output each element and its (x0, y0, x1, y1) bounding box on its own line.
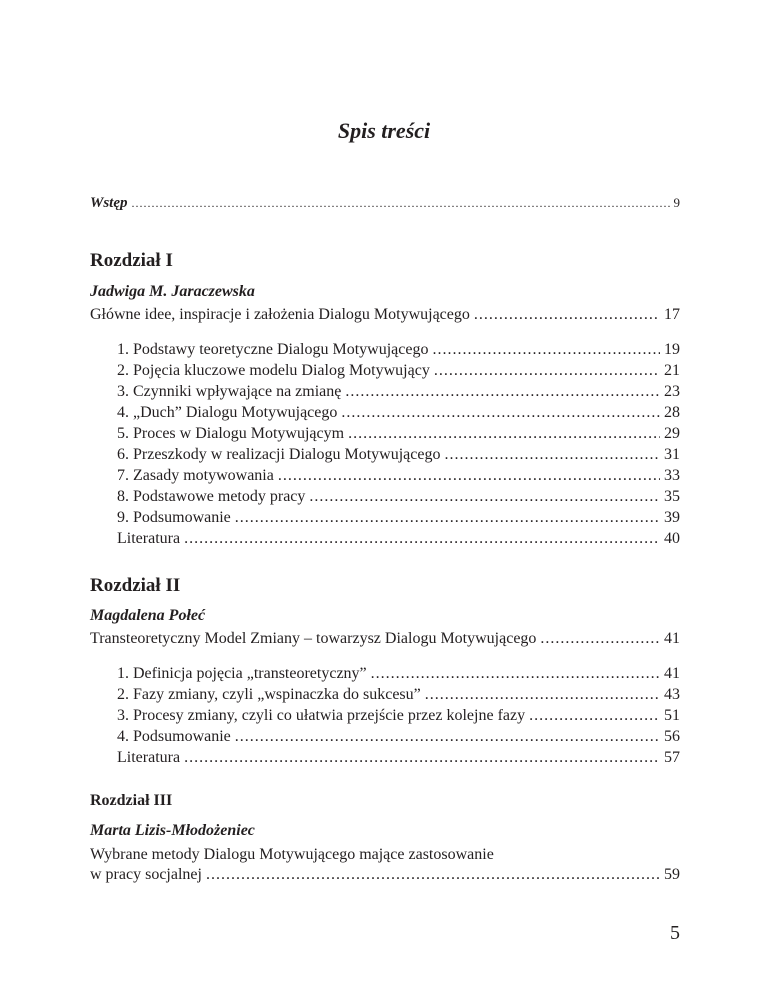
dot-leader (235, 727, 660, 747)
chapter-heading: Rozdział I (90, 250, 173, 271)
toc-entry-label: Transteoretyczny Model Zmiany – towarzysz Dialogu Motywującego (90, 630, 537, 647)
toc-entry[interactable] (117, 340, 680, 360)
toc-entry-page: 41 (664, 630, 680, 647)
dot-leader (444, 445, 660, 465)
chapter-heading: Rozdział III (90, 792, 173, 809)
chapter-author: Marta Lizis-Młodożeniec (90, 822, 255, 839)
dot-leader (184, 748, 660, 768)
toc-entry-label: Główne idee, inspiracje i założenia Dialogu Motywującego (90, 306, 470, 323)
toc-entry-page: 23 (664, 383, 680, 400)
toc-entry[interactable] (117, 466, 680, 486)
toc-entry-label: 3. Procesy zmiany, czyli co ułatwia przejście przez kolejne fazy (117, 707, 526, 724)
dot-leader (425, 685, 660, 705)
toc-entry[interactable] (117, 382, 680, 402)
toc-entry-label: 1. Definicja pojęcia „transteoretyczny” (117, 665, 367, 682)
toc-entry-label: 5. Proces w Dialogu Motywującym (117, 425, 345, 442)
toc-entry-label: 4. „Duch” Dialogu Motywującego (117, 404, 338, 421)
toc-entry-page: 51 (664, 707, 680, 724)
toc-entry-page: 9 (673, 195, 680, 210)
toc-entry-page: 43 (664, 686, 680, 703)
toc-entry-label: 1. Podstawy teoretyczne Dialogu Motywującego (117, 341, 429, 358)
toc-entry-page: 19 (664, 341, 680, 358)
dot-leader (309, 487, 660, 507)
toc-entry[interactable] (117, 508, 680, 528)
toc-entry-label: 4. Podsumowanie (117, 728, 231, 745)
toc-entry-label: 9. Podsumowanie (117, 509, 231, 526)
toc-entry[interactable] (117, 361, 680, 381)
toc-entry-label: 2. Pojęcia kluczowe modelu Dialog Motywujący (117, 362, 430, 379)
toc-entry-page: 33 (664, 467, 680, 484)
toc-entry-label: 6. Przeszkody w realizacji Dialogu Motywującego (117, 446, 441, 463)
page-number: 5 (670, 922, 680, 944)
dot-leader (432, 340, 660, 360)
chapter-heading: Rozdział II (90, 575, 181, 596)
toc-entry-chapter-title[interactable] (90, 865, 680, 885)
toc-entry-page: 41 (664, 665, 680, 682)
dot-leader (434, 361, 660, 381)
dot-leader (540, 629, 660, 649)
toc-entry[interactable] (117, 445, 680, 465)
toc-entry-page: 56 (664, 728, 680, 745)
dot-leader (474, 305, 660, 325)
toc-entry-intro[interactable] (90, 193, 680, 213)
dot-leader (132, 193, 670, 213)
dot-leader (341, 403, 660, 423)
toc-entry[interactable] (117, 685, 680, 705)
toc-entry-label: w pracy socjalnej (90, 866, 202, 883)
toc-entry-chapter-title[interactable] (90, 629, 680, 649)
toc-entry-label: 7. Zasady motywowania (117, 467, 274, 484)
toc-entry-chapter-title-line: Wybrane metody Dialogu Motywującego mające zastosowanie (90, 846, 494, 863)
toc-entry[interactable] (117, 403, 680, 423)
toc-entry-page: 29 (664, 425, 680, 442)
dot-leader (348, 424, 660, 444)
dot-leader (184, 529, 660, 549)
dot-leader (278, 466, 660, 486)
toc-entry-page: 28 (664, 404, 680, 421)
toc-entry-page: 39 (664, 509, 680, 526)
toc-entry-page: 57 (664, 749, 680, 766)
toc-entry-page: 40 (664, 530, 680, 547)
toc-entry[interactable] (117, 424, 680, 444)
toc-entry-page: 31 (664, 446, 680, 463)
chapter-author: Jadwiga M. Jaraczewska (90, 283, 255, 300)
toc-entry[interactable] (117, 664, 680, 684)
toc-entry-label: Literatura (117, 530, 181, 547)
chapter-author: Magdalena Połeć (90, 607, 206, 624)
dot-leader (206, 865, 660, 885)
toc-entry-label: Wstęp (90, 195, 128, 211)
toc-entry-label: Literatura (117, 749, 181, 766)
toc-entry-page: 17 (664, 306, 680, 323)
toc-entry[interactable] (117, 487, 680, 507)
toc-entry[interactable] (117, 748, 680, 768)
dot-leader (345, 382, 660, 402)
dot-leader (371, 664, 660, 684)
toc-entry-page: 59 (664, 866, 680, 883)
toc-entry-page: 35 (664, 488, 680, 505)
toc-entry[interactable] (117, 727, 680, 747)
page-title: Spis treści (337, 118, 431, 143)
toc-entry[interactable] (117, 706, 680, 726)
dot-leader (529, 706, 660, 726)
toc-entry[interactable] (117, 529, 680, 549)
toc-entry-page: 21 (664, 362, 680, 379)
toc-entry-label: 2. Fazy zmiany, czyli „wspinaczka do sukcesu” (117, 686, 421, 703)
toc-entry-label: 8. Podstawowe metody pracy (117, 488, 306, 505)
toc-entry-chapter-title[interactable] (90, 305, 680, 325)
toc-entry-label: 3. Czynniki wpływające na zmianę (117, 383, 342, 400)
dot-leader (235, 508, 660, 528)
